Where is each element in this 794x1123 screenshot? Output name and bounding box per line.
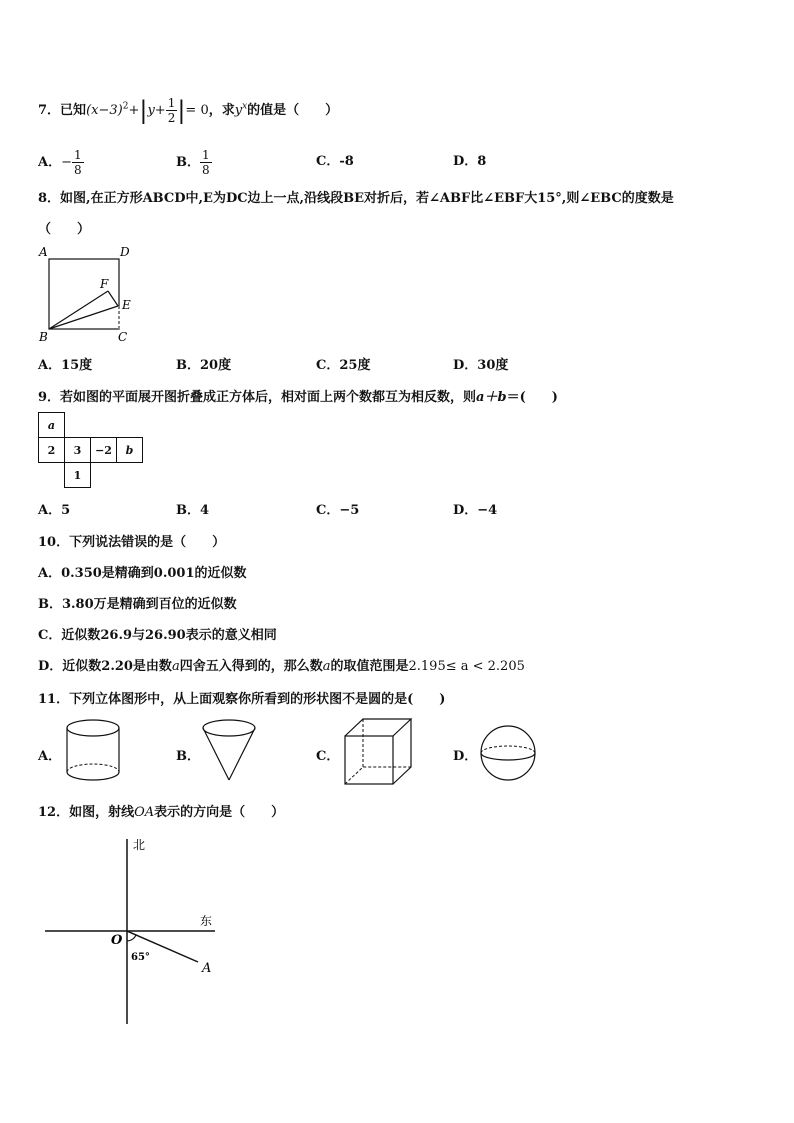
q8-square-figure <box>36 244 136 344</box>
q10-stem: 10．下列说法错误的是（ ） <box>38 535 226 550</box>
point-a-label: A <box>202 961 212 976</box>
q12-stem: 12．如图，射线OA表示的方向是（ ） <box>38 805 285 820</box>
q9-option-c[interactable]: C．−5 <box>316 503 360 518</box>
compass-figure <box>40 834 230 1029</box>
q7-option-c[interactable]: C．-8 <box>316 154 354 169</box>
q7-option-b[interactable]: B． $\frac{1}{8}$ <box>176 148 210 177</box>
q10-option-c[interactable]: C．近似数26.9与26.90表示的意义相同 <box>38 628 277 643</box>
q10-option-b[interactable]: B．3.80万是精确到百位的近似数 <box>38 597 237 612</box>
q9-option-d[interactable]: D．−4 <box>453 503 498 518</box>
q11-option-c[interactable]: C． <box>316 749 340 764</box>
q8-option-d[interactable]: D．30度 <box>453 358 509 373</box>
q9-cube-net <box>38 412 143 488</box>
q8-label-e: E <box>122 298 131 312</box>
q7-stem: 7．已知$(x-3)^2+|y+$ $\frac{1}{2}$ |= 0，求$y^x$的值是（ ） <box>38 96 339 125</box>
q8-label-d: D <box>120 245 130 259</box>
net-cell-bottom: 1 <box>65 463 91 488</box>
q8-label-b: B <box>39 330 48 344</box>
east-label: 东 <box>200 914 213 928</box>
q8-option-b[interactable]: B．20度 <box>176 358 232 373</box>
q8-paren: （ ） <box>38 222 91 237</box>
q8-label-c: C <box>118 330 128 344</box>
origin-label: O <box>111 933 123 948</box>
north-label: 北 <box>133 838 146 852</box>
q8-option-a[interactable]: A．15度 <box>38 358 93 373</box>
net-cell: −2 <box>91 438 117 463</box>
cylinder-figure <box>64 718 124 784</box>
q8-stem: 8．如图,在正方形ABCD中,E为DC边上一点,沿线段BE对折后，若∠ABF比∠EBF大15°,则∠EBC的度数是 <box>38 191 674 206</box>
net-cell: b <box>117 438 143 463</box>
net-cell: 2 <box>39 438 65 463</box>
q8-label-a: A <box>39 245 48 259</box>
q8-label-f: F <box>100 277 109 291</box>
angle-label: 65° <box>131 952 150 963</box>
q7-option-d[interactable]: D．8 <box>453 154 487 169</box>
q11-option-a[interactable]: A． <box>38 749 62 764</box>
q10-option-a[interactable]: A．0.350是精确到0.001的近似数 <box>38 566 247 581</box>
sphere-figure <box>478 724 538 784</box>
q9-option-a[interactable]: A．5 <box>38 503 71 518</box>
cube-figure <box>342 716 414 788</box>
q11-stem: 11．下列立体图形中，从上面观察你所看到的形状图不是圆的是( ) <box>38 692 446 707</box>
cone-figure <box>200 718 260 784</box>
q7-option-a[interactable]: A．− $\frac{1}{8}$ <box>38 148 82 177</box>
net-cell-top: a <box>39 413 65 438</box>
q11-option-d[interactable]: D． <box>453 749 478 764</box>
q11-option-b[interactable]: B． <box>176 749 200 764</box>
q9-option-b[interactable]: B．4 <box>176 503 210 518</box>
q10-option-d[interactable]: D．近似数2.20是由数a四舍五入得到的，那么数a的取值范围是2.195≤ a < 2.205 <box>38 659 525 674</box>
net-cell: 3 <box>65 438 91 463</box>
q8-option-c[interactable]: C．25度 <box>316 358 371 373</box>
q9-stem: 9．若如图的平面展开图折叠成正方体后，相对面上两个数都互为相反数，则a＋b＝( ) <box>38 390 558 405</box>
